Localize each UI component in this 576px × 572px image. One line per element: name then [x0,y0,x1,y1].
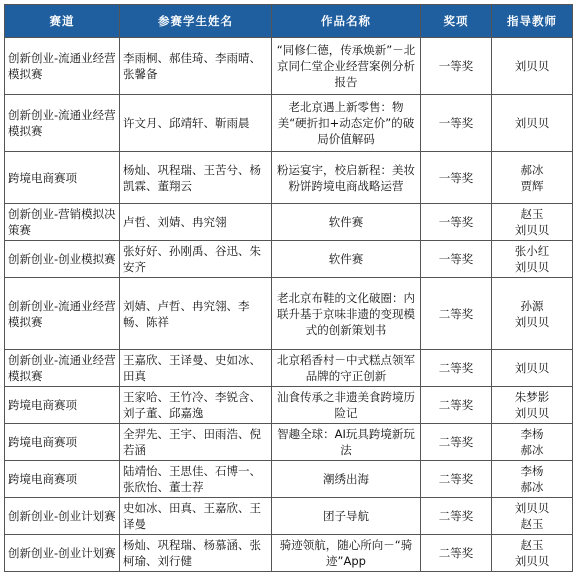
track-cell: 创新创业-流通业经营模拟赛 [5,350,120,387]
track-cell: 创新创业-流通业经营模拟赛 [5,38,120,95]
header-work: 作品名称 [272,5,421,38]
teacher-name: 贾辉 [520,178,544,193]
teacher-name: 张小红 [514,244,550,258]
teachers-cell [492,241,573,278]
work-title-cell: 老北京遇上新零售：物美“硬折扣+动态定价”的破局价值解码 [272,95,421,152]
track-cell: 创新创业-创业计划赛 [5,535,120,572]
teacher-name: 赵玉 [520,207,544,221]
work-title-cell: 智趣全球：AI玩具跨境新玩法 [272,424,421,461]
students-cell: 卢哲、刘婧、冉究翎 [120,204,272,241]
teacher-name: 刘贝贝 [514,59,550,73]
teachers-cell [492,278,573,350]
teacher-name: 刘贝贝 [514,260,550,274]
work-title-cell: 汕食传承之非遗美食跨境历险记 [272,387,421,424]
award-cell: 二等奖 [421,278,492,350]
table-row [5,535,573,572]
header-teachers: 指导教师 [492,5,573,38]
header-award: 奖项 [421,5,492,38]
students-cell: 陆靖怡、王思佳、石博一、张欣怡、董士荐 [120,461,272,498]
award-cell: 一等奖 [421,241,492,278]
teacher-name: 刘贝贝 [514,406,550,420]
table-row [5,461,573,498]
students-cell: 刘婧、卢哲、冉究翎、李畅、陈祥 [120,278,272,350]
work-title-cell: “同修仁德，传承焕新”－北京同仁堂企业经营案例分析报告 [272,38,421,95]
track-cell: 跨境电商赛项 [5,424,120,461]
award-cell: 二等奖 [421,461,492,498]
teacher-name: 郝冰 [520,443,544,457]
teacher-name: 刘贝贝 [514,314,550,329]
track-cell: 创新创业-创业计划赛 [5,498,120,535]
table-row [5,204,573,241]
track-cell: 创新创业-流通业经营模拟赛 [5,278,120,350]
teacher-name: 赵玉 [520,538,544,552]
students-cell: 王嘉欣、王译曼、史如冰、田真 [120,350,272,387]
track-cell: 跨境电商赛项 [5,461,120,498]
table-row [5,498,573,535]
work-title-cell: 骑迹领航，随心所向－“骑迹”App [272,535,421,572]
award-cell: 一等奖 [421,152,492,204]
header-students: 参赛学生姓名 [120,5,272,38]
teacher-name: 赵玉 [520,517,544,531]
track-cell: 创新创业-营销模拟决策赛 [5,204,120,241]
teacher-name: 刘贝贝 [514,554,550,568]
students-cell: 全羿先、王宇、田雨浩、倪若涵 [120,424,272,461]
awards-table [4,4,573,572]
table-row [5,38,573,95]
teachers-cell [492,535,573,572]
students-cell: 许文月、邱靖轩、靳雨晨 [120,95,272,152]
teachers-cell [492,424,573,461]
table-body [5,38,573,572]
table-row [5,424,573,461]
teacher-name: 郝冰 [520,480,544,494]
award-cell: 一等奖 [421,95,492,152]
table-row [5,387,573,424]
award-cell: 二等奖 [421,498,492,535]
teacher-name: 郝冰 [520,162,544,177]
work-title-cell: 软件赛 [272,204,421,241]
teacher-name: 刘贝贝 [514,361,550,375]
teachers-cell [492,152,573,204]
teachers-cell [492,95,573,152]
header-track: 赛道 [5,5,120,38]
table-row [5,95,573,152]
students-cell: 张好好、孙刚禹、谷迅、朱安齐 [120,241,272,278]
teacher-name: 刘贝贝 [514,116,550,130]
students-cell: 王家哈、王竹冷、李锐含、刘子董、邱嘉逸 [120,387,272,424]
teacher-name: 李杨 [520,464,544,478]
award-cell: 二等奖 [421,350,492,387]
track-cell: 创新创业-创业模拟赛 [5,241,120,278]
table-row [5,350,573,387]
teachers-cell [492,498,573,535]
teachers-cell [492,38,573,95]
track-cell: 跨境电商赛项 [5,387,120,424]
work-title-cell: 老北京布鞋的文化破圈：内联升基于京味非遗的变现模式的创新策划书 [272,278,421,350]
teacher-name: 孙源 [520,298,544,313]
work-title-cell: 北京稻香村－中式糕点领军品牌的守正创新 [272,350,421,387]
teachers-cell [492,204,573,241]
teacher-name: 李杨 [520,427,544,441]
teachers-cell [492,350,573,387]
track-cell: 创新创业-流通业经营模拟赛 [5,95,120,152]
students-cell: 杨灿、巩程瑞、王苦兮、杨凯霖、董翔云 [120,152,272,204]
track-cell: 跨境电商赛项 [5,152,120,204]
header-row [5,5,573,38]
teacher-name: 刘贝贝 [514,501,550,515]
teacher-name: 刘贝贝 [514,223,550,237]
table-row [5,152,573,204]
award-cell: 一等奖 [421,204,492,241]
teachers-cell [492,387,573,424]
award-cell: 二等奖 [421,535,492,572]
work-title-cell: 粉运宴宇，校启新程：美妆粉饼跨境电商战略运营 [272,152,421,204]
table-row [5,241,573,278]
work-title-cell: 团子导航 [272,498,421,535]
students-cell: 杨灿、巩程瑞、杨慕涵、张柯瑜、刘行健 [120,535,272,572]
work-title-cell: 潮绣出海 [272,461,421,498]
work-title-cell: 软件赛 [272,241,421,278]
table-row [5,278,573,350]
students-cell: 史如冰、田真、王嘉欣、王译曼 [120,498,272,535]
award-cell: 一等奖 [421,38,492,95]
teachers-cell [492,461,573,498]
students-cell: 李雨桐、郝佳琦、李雨晴、张馨备 [120,38,272,95]
teacher-name: 朱梦影 [514,390,550,404]
award-cell: 二等奖 [421,387,492,424]
award-cell: 二等奖 [421,424,492,461]
